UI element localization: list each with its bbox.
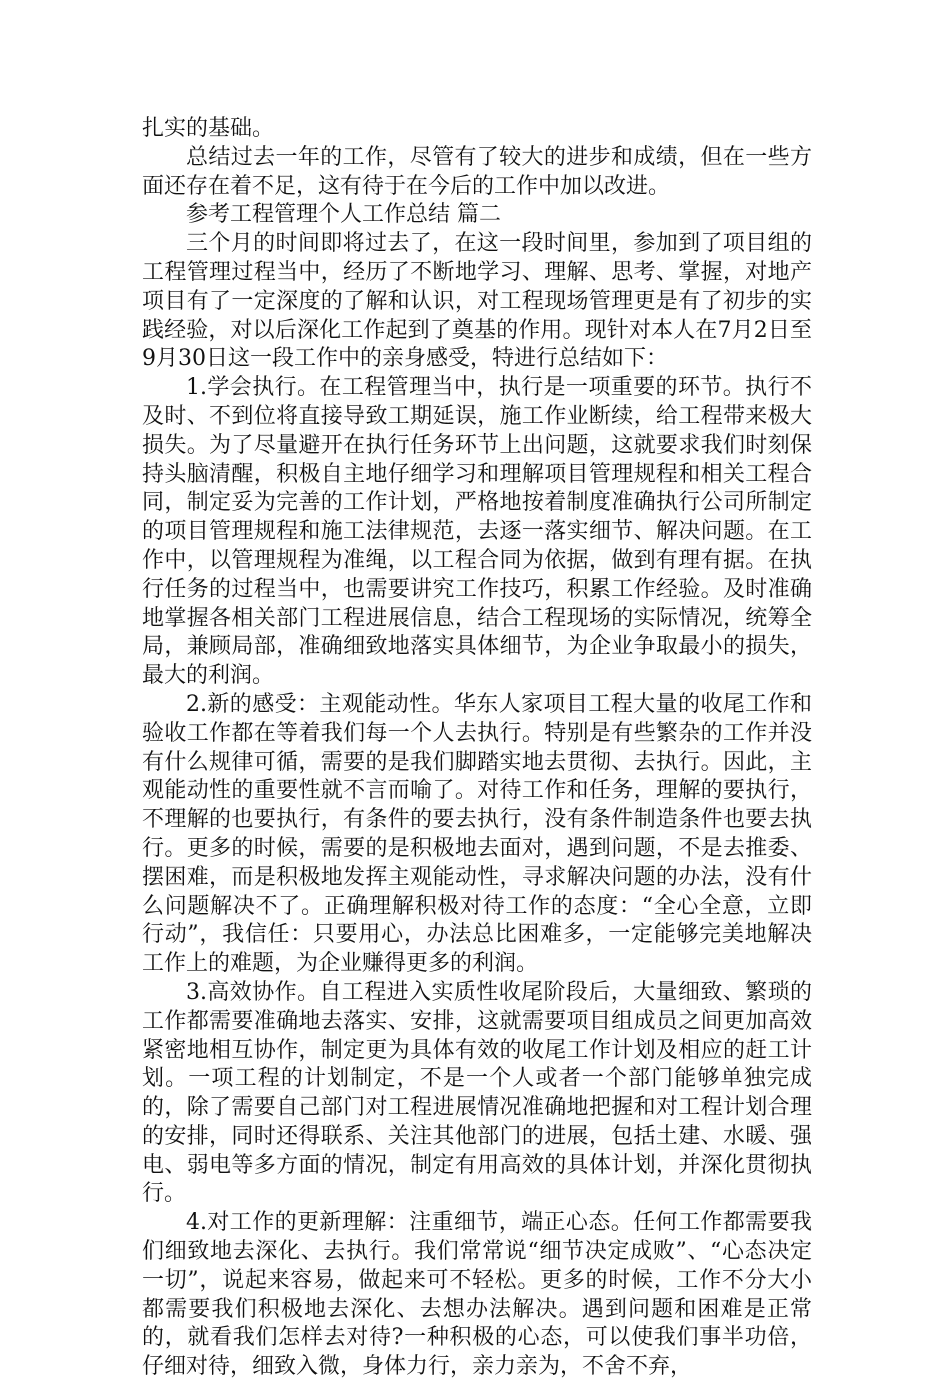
paragraph-item-3: 3.高效协作。自工程进入实质性收尾阶段后，大量细致、繁琐的工作都需要准确地去落实、安排，这就需要项目组成员之间更加高效紧密地相互协作，制定更为具体有效的收尾工作计划及相应的赶工计划。一项工程的计划制定，不是一个人或者一个部门能够单独完成的，除了需要自己部门对工程进展情况准确地把握和对工程计划合理的安排，同时还得联系、关注其他部门的进展，包括土建、水暖、强电、弱电等多方面的情况，制定有用高效的具体计划，并深化贯彻执行。	[142, 979, 812, 1207]
section-heading: 参考工程管理个人工作总结 篇二	[186, 202, 501, 228]
document-body	[142, 115, 812, 1382]
paragraph-item-1: 1.学会执行。在工程管理当中，执行是一项重要的环节。执行不及时、不到位将直接导致工期延误，施工作业断续，给工程带来极大损失。为了尽量避开在执行任务环节上出问题，这就要求我们时刻保持头脑清醒，积极自主地仔细学习和理解项目管理规程和相关工程合同，制定妥为完善的工作计划，严格地按着制度准确执行公司所制定的项目管理规程和施工法律规范，去逐一落实细节、解决问题。在工作中，以管理规程为准绳，以工程合同为依据，做到有理有据。在执行任务的过程当中，也需要讲究工作技巧，积累工作经验。及时准确地掌握各相关部门工程进展信息，结合工程现场的实际情况，统筹全局，兼顾局部，准确细致地落实具体细节，为企业争取最小的损失，最大的利润。	[142, 375, 812, 689]
paragraph-continuation: 扎实的基础。	[142, 116, 275, 141]
paragraph-item-4: 4.对工作的更新理解：注重细节，端正心态。任何工作都需要我们细致地去深化、去执行。我们常常说“细节决定成败”、“心态决定一切”，说起来容易，做起来可不轻松。更多的时候，工作不分大小都需要我们积极地去深化、去想办法解决。遇到问题和困难是正常的，就看我们怎样去对待?一种积极的心态，可以使我们事半功倍，仔细对待，细致入微，身体力行，亲力亲为，不舍不弃，	[142, 1210, 812, 1380]
paragraph-item-2: 2.新的感受：主观能动性。华东人家项目工程大量的收尾工作和验收工作都在等着我们每一个人去执行。特别是有些繁杂的工作并没有什么规律可循，需要的是我们脚踏实地去贯彻、去执行。因此，主观能动性的重要性就不言而喻了。对待工作和任务，理解的要执行，不理解的也要执行，有条件的要去执行，没有条件制造条件也要去执行。更多的时候，需要的是积极地去面对，遇到问题，不是去推委、摆困难，而是积极地发挥主观能动性，寻求解决问题的办法，没有什么问题解决不了。正确理解积极对待工作的态度：“全心全意，立即行动”，我信任：只要用心，办法总比困难多，一定能够完美地解决工作上的难题，为企业赚得更多的利润。	[142, 691, 812, 977]
paragraph-overview: 三个月的时间即将过去了，在这一段时间里，参加到了项目组的工程管理过程当中，经历了不断地学习、理解、思考、掌握，对地产项目有了一定深度的了解和认识，对工程现场管理更是有了初步的实践经验，对以后深化工作起到了奠基的作用。现针对本人在7月2日至9月30日这一段工作中的亲身感受，特进行总结如下：	[142, 231, 812, 372]
paragraph-summary-intro: 总结过去一年的工作，尽管有了较大的进步和成绩，但在一些方面还存在着不足，这有待于在今后的工作中加以改进。	[142, 144, 812, 199]
